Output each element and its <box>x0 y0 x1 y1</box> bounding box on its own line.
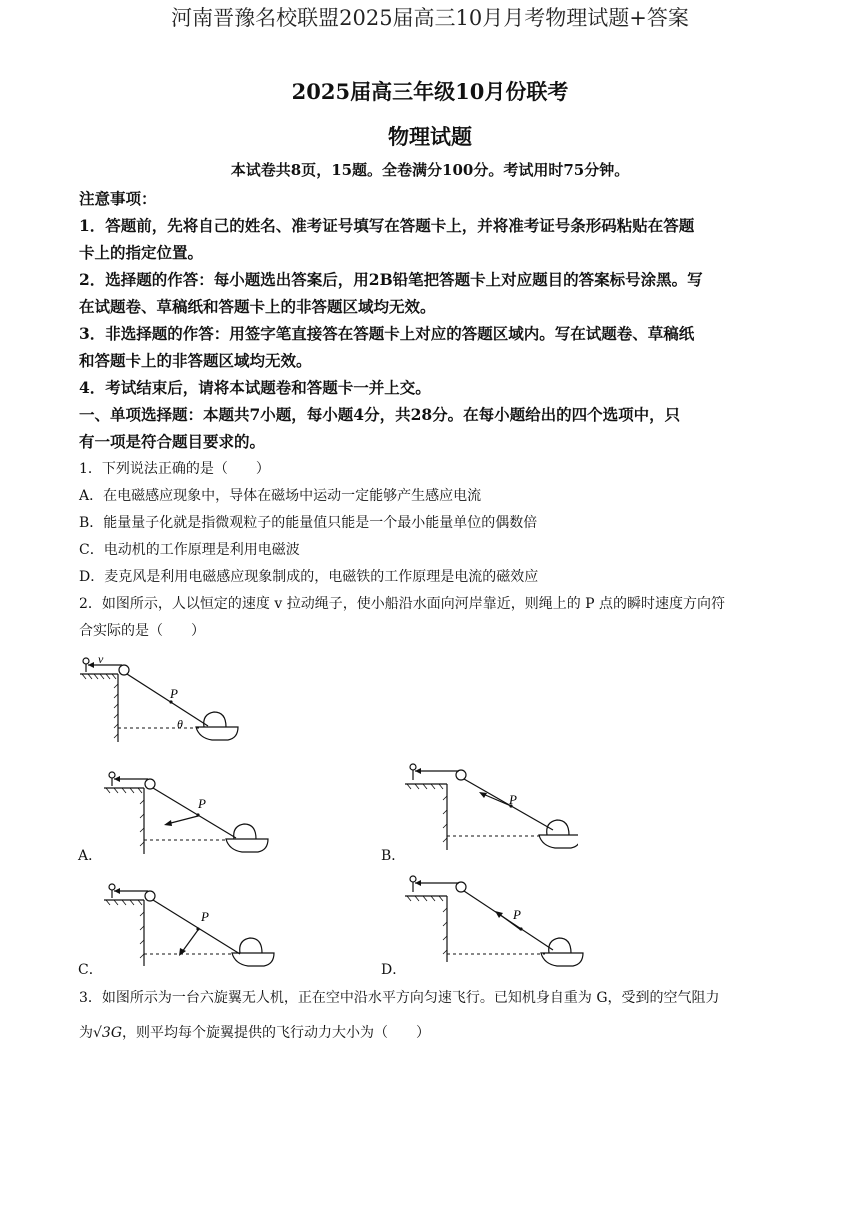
notice-1-line-1: 1．答题前，先将自己的姓名、准考证号填写在答题卡上，并将准考证号条形码粘贴在答题 <box>79 216 695 235</box>
question-1-option-d: D．麦克风是利用电磁感应现象制成的，电磁铁的工作原理是电流的磁效应 <box>79 569 539 585</box>
notice-3-line-1: 3．非选择题的作答：用签字笔直接答在答题卡上对应的答题区域内。写在试题卷、草稿纸 <box>79 324 695 343</box>
option-d-figure <box>403 870 588 970</box>
angle-theta-label: θ <box>177 717 183 731</box>
question-1-option-c: C．电动机的工作原理是利用电磁波 <box>79 542 300 558</box>
section-1-line-1: 一、单项选择题：本题共7小题，每小题4分，共28分。在每小题给出的四个选项中，只 <box>79 405 681 424</box>
option-a-label: A． <box>78 848 103 864</box>
notice-2-line-2: 在试题卷、草稿纸和答题卡上的非答题区域均无效。 <box>79 297 436 316</box>
section-1-line-2: 有一项是符合题目要求的。 <box>79 432 266 451</box>
question-3-math: √3G <box>93 1025 123 1041</box>
question-3-prefix: 为 <box>79 1025 93 1041</box>
document-header: 河南晋豫名校联盟2025届高三10月月考物理试题+答案 <box>171 6 689 30</box>
question-2-stem-line-1: 2．如图所示，人以恒定的速度 v 拉动绳子，使小船沿水面向河岸靠近，则绳上的 P 点的瞬时速度方向符 <box>79 596 726 612</box>
notice-4: 4．考试结束后，请将本试题卷和答题卡一并上交。 <box>79 378 431 397</box>
subject-title: 物理试题 <box>388 124 472 149</box>
question-1-stem: 1．下列说法正确的是（ ） <box>79 461 270 477</box>
notice-1-line-2: 卡上的指定位置。 <box>79 243 204 262</box>
option-b-point-p: P <box>509 792 517 807</box>
velocity-label: v <box>98 652 104 666</box>
option-d-point-p: P <box>513 907 521 922</box>
option-a-figure <box>102 766 277 861</box>
option-b-label: B． <box>381 848 406 864</box>
question-3-suffix: ，则平均每个旋翼提供的飞行动力大小为（ ） <box>122 1025 431 1041</box>
question-1-option-b: B．能量量子化就是指微观粒子的能量值只能是一个最小能量单位的偶数倍 <box>79 515 538 531</box>
question-3-line-1: 3．如图所示为一台六旋翼无人机，正在空中沿水平方向匀速飞行。已知机身自重为 G，受到的空气阻力 <box>79 990 720 1006</box>
question-2-stem-line-2: 合实际的是（ ） <box>79 623 205 639</box>
option-c-label: C． <box>78 962 103 978</box>
question-2-main-figure <box>78 652 248 747</box>
option-d-label: D． <box>381 962 407 978</box>
point-p-label: P <box>170 686 178 701</box>
exam-title: 2025届高三年级10月份联考 <box>291 79 569 104</box>
question-1-option-a: A．在电磁感应现象中，导体在磁场中运动一定能够产生感应电流 <box>79 488 482 504</box>
option-c-figure <box>102 878 277 973</box>
option-b-figure <box>403 758 578 858</box>
exam-info: 本试卷共8页，15题。全卷满分100分。考试用时75分钟。 <box>230 161 630 179</box>
notice-3-line-2: 和答题卡上的非答题区域均无效。 <box>79 351 312 370</box>
notice-2-line-1: 2．选择题的作答：每小题选出答案后，用2B铅笔把答题卡上对应题目的答案标号涂黑。写 <box>79 270 703 289</box>
question-3-line-2 <box>79 1022 430 1042</box>
option-c-point-p: P <box>201 909 209 924</box>
notice-title: 注意事项： <box>79 189 157 208</box>
option-a-point-p: P <box>198 796 206 811</box>
